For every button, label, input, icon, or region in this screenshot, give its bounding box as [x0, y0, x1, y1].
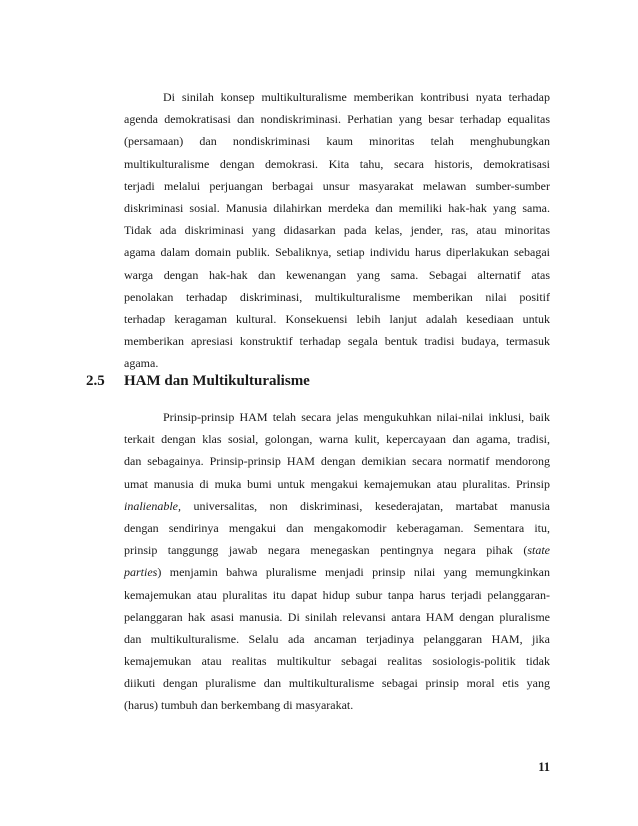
text-line: terhadap keragaman kultural. Konsekuensi lebih lanjut adalah kesediaan untuk	[124, 311, 550, 326]
section-title: HAM dan Multikulturalisme	[124, 373, 310, 389]
text-line: memberikan apresiasi konstruktif terhadap segala bentuk tradisi budaya, termasuk	[124, 334, 550, 349]
paragraph-ham-multikulturalisme	[124, 406, 550, 717]
text-line: kemajemukan atau pluralitas itu dapat hidup subur tanpa harus terjadi pelanggaran-	[124, 587, 550, 602]
text-line	[124, 495, 550, 517]
text-line: agenda demokratisasi dan nondiskriminasi. Perhatian yang besar terhadap equalitas	[124, 112, 550, 127]
text-line: (harus) tumbuh dan berkembang di masyarakat.	[124, 698, 354, 713]
italic-term: parties	[124, 565, 158, 580]
text-line: warga dengan hak-hak dan kewenangan yang sama. Sebagai alternatif atas	[124, 267, 550, 282]
text-line: Tidak ada diskriminasi yang didasarkan pada kelas, jender, ras, atau minoritas	[124, 223, 550, 238]
section-heading	[86, 373, 546, 390]
text-line: Di sinilah konsep multikulturalisme memberikan kontribusi nyata terhadap	[163, 90, 550, 104]
text-line: diskriminasi sosial. Manusia dilahirkan merdeka dan memiliki hak-hak yang sama.	[124, 200, 550, 215]
text-line: dan multikulturalisme. Selalu ada ancaman terjadinya pelanggaran HAM, jika	[124, 631, 550, 646]
text-line: Prinsip-prinsip HAM telah secara jelas mengukuhkan nilai-nilai inklusi, baik	[163, 410, 550, 424]
text-line: multikulturalisme dengan demokrasi. Kita tahu, secara historis, demokratisasi	[124, 156, 550, 171]
text-run: ) menjamin bahwa pluralisme menjadi prinsip nilai yang memungkinkan	[157, 565, 550, 580]
text-line: kemajemukan atau realitas multikultur sebagai realitas sosiologis-politik tidak	[124, 654, 550, 669]
text-line: umat manusia di muka bumi untuk mengakui kemajemukan atau pluralitas. Prinsip	[124, 476, 550, 491]
text-line: diikuti dengan pluralisme dan multikulturalisme sebagai prinsip moral etis yang	[124, 676, 550, 691]
text-line	[124, 539, 550, 561]
text-line: pelanggaran hak asasi manusia. Di sinilah relevansi antara HAM dengan pluralisme	[124, 609, 550, 624]
italic-term: inalienable,	[124, 498, 181, 513]
paragraph-multikulturalisme-demokrasi	[124, 86, 550, 374]
text-line: dan sebagainya. Prinsip-prinsip HAM dengan demikian secara normatif mendorong	[124, 454, 550, 469]
text-line: penolakan terhadap diskriminasi, multikulturalisme memberikan nilai positif	[124, 289, 550, 304]
text-run: prinsip tanggungg jawab negara menegaskan pentingnya negara pihak (	[124, 543, 528, 558]
text-line: (persamaan) dan nondiskriminasi kaum minoritas telah menghubungkan	[124, 134, 550, 149]
text-line: terkait dengan klas sosial, golongan, warna kulit, kepercayaan dan agama, tradisi,	[124, 432, 550, 447]
text-line: agama.	[124, 356, 159, 371]
section-number: 2.5	[86, 373, 105, 389]
text-run: universalitas, non diskriminasi, kesederajatan, martabat manusia	[181, 498, 550, 513]
text-line	[124, 561, 550, 583]
text-line: dengan sendirinya mengakui dan mengakomodir keberagaman. Sementara itu,	[124, 520, 550, 535]
italic-term: state	[527, 543, 550, 558]
page-number: 11	[538, 760, 550, 774]
text-line: agama dalam domain publik. Sebaliknya, setiap individu harus diperlakukan sebagai	[124, 245, 550, 260]
text-line: terjadi melalui perjuangan berbagai unsur masyarakat melawan sumber-sumber	[124, 178, 550, 193]
